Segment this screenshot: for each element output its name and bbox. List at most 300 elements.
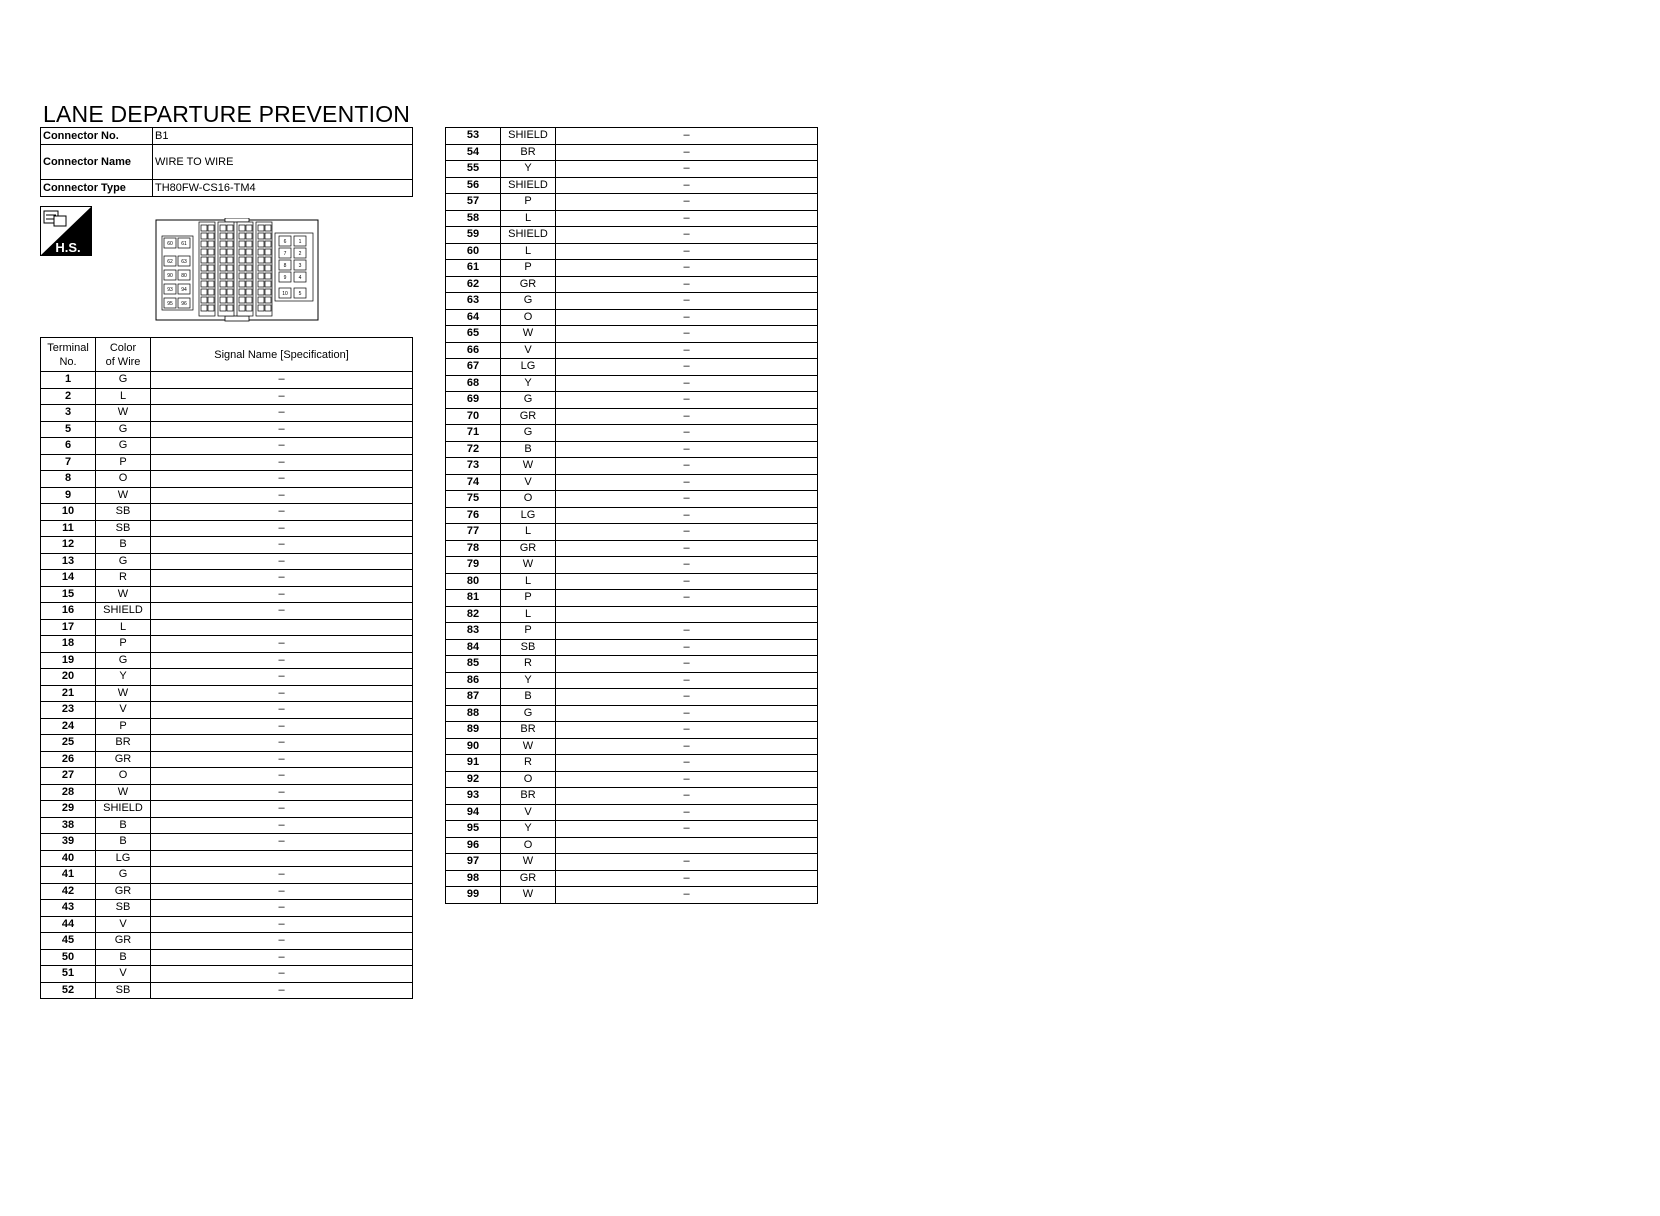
table-row <box>41 586 413 603</box>
pin-cell <box>208 281 214 287</box>
signal-name-cell: – <box>151 801 413 818</box>
pin-label: 6 <box>283 239 287 245</box>
signal-name-cell: – <box>556 524 818 541</box>
signal-name-cell: – <box>151 553 413 570</box>
pin-cell <box>201 305 207 311</box>
terminal-no-cell: 74 <box>446 474 501 491</box>
pin-cell <box>246 249 252 255</box>
wire-color-cell: Y <box>501 375 556 392</box>
wire-color-cell: O <box>501 837 556 854</box>
pin-cell <box>246 289 252 295</box>
wire-color-cell: LG <box>96 850 151 867</box>
wire-color-cell: BR <box>501 144 556 161</box>
signal-name-cell: – <box>556 276 818 293</box>
pin-cell <box>258 225 264 231</box>
signal-name-cell: – <box>556 441 818 458</box>
pin-cell <box>246 305 252 311</box>
table-row <box>41 603 413 620</box>
pin-cell <box>227 225 233 231</box>
terminal-no-cell: 84 <box>446 639 501 656</box>
pin-cell <box>220 233 226 239</box>
terminal-no-cell: 69 <box>446 392 501 409</box>
terminal-no-cell: 29 <box>41 801 96 818</box>
header-terminal <box>41 338 96 372</box>
terminal-no-cell: 58 <box>446 210 501 227</box>
table-row <box>446 276 818 293</box>
connector-no-label: Connector No. <box>41 128 153 145</box>
signal-name-cell: – <box>556 689 818 706</box>
signal-name-cell: – <box>151 454 413 471</box>
signal-name-cell: – <box>556 540 818 557</box>
terminal-no-cell: 94 <box>446 804 501 821</box>
table-row <box>446 755 818 772</box>
terminal-no-cell: 39 <box>41 834 96 851</box>
wire-color-cell: GR <box>96 751 151 768</box>
pin-cell <box>201 281 207 287</box>
terminal-no-cell: 86 <box>446 672 501 689</box>
wire-color-cell: V <box>501 804 556 821</box>
wire-color-cell: W <box>501 458 556 475</box>
pin-label: 60 <box>167 241 173 247</box>
pin-cell <box>265 225 271 231</box>
pin-cell <box>265 265 271 271</box>
table-row <box>41 982 413 999</box>
pin-cell <box>265 257 271 263</box>
pin-cell <box>208 305 214 311</box>
wire-color-cell: O <box>501 309 556 326</box>
table-row <box>41 520 413 537</box>
wire-color-cell: BR <box>501 788 556 805</box>
wire-color-cell: G <box>96 372 151 389</box>
table-row <box>41 685 413 702</box>
terminal-no-cell: 99 <box>446 887 501 904</box>
wire-color-cell: O <box>501 491 556 508</box>
table-row <box>446 854 818 871</box>
pin-cell <box>239 233 245 239</box>
wire-color-cell: V <box>501 474 556 491</box>
terminal-no-cell: 53 <box>446 128 501 145</box>
terminal-no-cell: 17 <box>41 619 96 636</box>
wire-color-cell: L <box>96 619 151 636</box>
table-row <box>41 900 413 917</box>
page-title: LANE DEPARTURE PREVENTION <box>43 101 411 127</box>
terminal-no-cell: 67 <box>446 359 501 376</box>
pin-cell <box>239 249 245 255</box>
signal-name-cell: – <box>556 408 818 425</box>
pin-label: 10 <box>282 291 288 297</box>
terminal-no-cell: 51 <box>41 966 96 983</box>
wire-color-cell: L <box>501 243 556 260</box>
table-row <box>446 161 818 178</box>
terminal-no-cell: 14 <box>41 570 96 587</box>
table-row <box>446 623 818 640</box>
wire-color-cell: SHIELD <box>96 801 151 818</box>
pin-cell <box>227 233 233 239</box>
terminal-no-cell: 76 <box>446 507 501 524</box>
signal-name-cell: – <box>151 768 413 785</box>
wire-color-cell: O <box>96 471 151 488</box>
pin-label: 96 <box>181 301 187 307</box>
pin-cell <box>265 249 271 255</box>
pin-cell <box>201 273 207 279</box>
signal-name-cell: – <box>556 227 818 244</box>
terminal-no-cell: 15 <box>41 586 96 603</box>
terminal-no-cell: 54 <box>446 144 501 161</box>
terminal-no-cell: 78 <box>446 540 501 557</box>
wire-color-cell: W <box>501 557 556 574</box>
pin-cell <box>265 273 271 279</box>
pin-cell <box>227 289 233 295</box>
pin-label: 61 <box>181 241 187 247</box>
table-row <box>446 441 818 458</box>
pin-cell <box>220 281 226 287</box>
terminal-no-cell: 19 <box>41 652 96 669</box>
terminal-no-cell: 20 <box>41 669 96 686</box>
terminal-no-cell: 38 <box>41 817 96 834</box>
table-row <box>446 705 818 722</box>
signal-name-cell: – <box>556 656 818 673</box>
table-row <box>446 309 818 326</box>
wire-color-cell: B <box>96 949 151 966</box>
wire-color-cell: W <box>96 405 151 422</box>
table-row <box>446 326 818 343</box>
table-row <box>41 933 413 950</box>
terminal-no-cell: 93 <box>446 788 501 805</box>
table-row <box>41 669 413 686</box>
signal-name-cell: – <box>151 438 413 455</box>
pin-label: 9 <box>283 275 287 281</box>
pin-cell <box>208 265 214 271</box>
signal-name-cell: – <box>151 834 413 851</box>
table-row <box>41 966 413 983</box>
terminal-no-cell: 18 <box>41 636 96 653</box>
wire-color-cell: L <box>501 210 556 227</box>
table-row <box>446 144 818 161</box>
hs-icon-text: H.S. <box>55 240 81 255</box>
wire-color-cell: LG <box>501 359 556 376</box>
wire-color-cell: R <box>96 570 151 587</box>
header-signal: Signal Name [Specification] <box>151 338 413 372</box>
terminal-no-cell: 24 <box>41 718 96 735</box>
table-row <box>446 606 818 623</box>
wire-color-cell: W <box>96 685 151 702</box>
signal-name-cell <box>151 850 413 867</box>
terminal-no-cell: 56 <box>446 177 501 194</box>
pin-cell <box>208 257 214 263</box>
wire-color-cell: W <box>501 326 556 343</box>
table-row <box>41 784 413 801</box>
pin-label: 95 <box>167 301 173 307</box>
wire-color-cell: P <box>501 260 556 277</box>
table-row <box>41 850 413 867</box>
pin-cell <box>246 265 252 271</box>
wire-color-cell: SHIELD <box>96 603 151 620</box>
pin-label: 5 <box>298 291 302 297</box>
pin-cell <box>258 265 264 271</box>
signal-name-cell: – <box>151 652 413 669</box>
terminal-no-cell: 5 <box>41 421 96 438</box>
pin-label: 93 <box>167 287 173 293</box>
wire-color-cell: BR <box>96 735 151 752</box>
terminal-no-cell: 96 <box>446 837 501 854</box>
terminal-no-cell: 1 <box>41 372 96 389</box>
header-color-line2: of Wire <box>105 355 141 368</box>
pin-cell <box>239 265 245 271</box>
terminal-no-cell: 79 <box>446 557 501 574</box>
signal-name-cell: – <box>556 210 818 227</box>
table-row <box>446 639 818 656</box>
terminal-no-cell: 25 <box>41 735 96 752</box>
pin-cell <box>239 289 245 295</box>
table-row <box>41 702 413 719</box>
table-row <box>446 260 818 277</box>
pin-label: 2 <box>298 251 302 257</box>
pin-cell <box>265 305 271 311</box>
table-row <box>41 883 413 900</box>
wire-color-cell: R <box>501 755 556 772</box>
pin-cell <box>258 305 264 311</box>
terminal-no-cell: 59 <box>446 227 501 244</box>
table-row <box>446 375 818 392</box>
terminal-no-cell: 72 <box>446 441 501 458</box>
terminal-no-cell: 89 <box>446 722 501 739</box>
table-row <box>41 916 413 933</box>
table-row <box>41 405 413 422</box>
table-row <box>446 524 818 541</box>
signal-name-cell: – <box>556 243 818 260</box>
table-row <box>446 837 818 854</box>
terminal-no-cell: 26 <box>41 751 96 768</box>
signal-name-cell: – <box>151 471 413 488</box>
signal-name-cell: – <box>151 916 413 933</box>
pin-label: 62 <box>167 259 173 265</box>
terminal-no-cell: 40 <box>41 850 96 867</box>
signal-name-cell: – <box>556 309 818 326</box>
signal-name-cell: – <box>151 372 413 389</box>
table-row <box>41 570 413 587</box>
pin-cell <box>208 233 214 239</box>
connector-type-label: Connector Type <box>41 180 153 197</box>
pin-cell <box>258 281 264 287</box>
wire-color-cell: GR <box>96 883 151 900</box>
wire-color-cell: G <box>96 652 151 669</box>
signal-name-cell: – <box>151 487 413 504</box>
terminal-no-cell: 55 <box>446 161 501 178</box>
pin-cell <box>246 233 252 239</box>
wire-color-cell: Y <box>96 669 151 686</box>
terminal-no-cell: 43 <box>41 900 96 917</box>
wire-color-cell: GR <box>501 408 556 425</box>
signal-name-cell: – <box>556 771 818 788</box>
table-row <box>446 359 818 376</box>
wire-color-cell: P <box>501 590 556 607</box>
table-row <box>41 834 413 851</box>
signal-name-cell: – <box>151 867 413 884</box>
terminal-no-cell: 50 <box>41 949 96 966</box>
table-row <box>446 689 818 706</box>
table-row <box>446 672 818 689</box>
pin-label: 63 <box>181 259 187 265</box>
pin-cell <box>258 241 264 247</box>
table-row <box>446 227 818 244</box>
signal-name-cell: – <box>556 755 818 772</box>
pin-label: 4 <box>298 275 302 281</box>
table-row <box>446 590 818 607</box>
table-row <box>446 804 818 821</box>
terminal-no-cell: 63 <box>446 293 501 310</box>
terminal-no-cell: 83 <box>446 623 501 640</box>
wire-color-cell: V <box>96 966 151 983</box>
signal-name-cell <box>556 606 818 623</box>
signal-name-cell: – <box>556 804 818 821</box>
terminal-no-cell: 64 <box>446 309 501 326</box>
signal-name-cell: – <box>151 570 413 587</box>
table-row <box>446 557 818 574</box>
signal-name-cell: – <box>151 949 413 966</box>
wire-color-cell: V <box>96 916 151 933</box>
wire-color-cell: SHIELD <box>501 177 556 194</box>
terminal-no-cell: 92 <box>446 771 501 788</box>
terminal-no-cell: 66 <box>446 342 501 359</box>
connector-face-diagram <box>155 218 320 322</box>
signal-name-cell: – <box>556 342 818 359</box>
table-row <box>41 817 413 834</box>
table-row <box>41 735 413 752</box>
wire-color-cell: O <box>501 771 556 788</box>
wire-color-cell: R <box>501 656 556 673</box>
pin-cell <box>201 241 207 247</box>
pin-cell <box>258 257 264 263</box>
pin-cell <box>265 241 271 247</box>
header-color-line1: Color <box>109 341 137 354</box>
connector-right-block <box>275 233 313 301</box>
pin-cell <box>201 289 207 295</box>
wire-color-cell: SB <box>96 520 151 537</box>
table-row <box>41 619 413 636</box>
pin-label: 8 <box>283 263 287 269</box>
connector-name-label: Connector Name <box>41 145 153 180</box>
pin-cell <box>220 257 226 263</box>
terminal-no-cell: 13 <box>41 553 96 570</box>
pin-cell <box>227 265 233 271</box>
connector-name-value: WIRE TO WIRE <box>153 145 413 180</box>
pin-cell <box>246 241 252 247</box>
connector-no-value: B1 <box>153 128 413 145</box>
table-row <box>446 722 818 739</box>
terminal-no-cell: 28 <box>41 784 96 801</box>
table-row <box>446 870 818 887</box>
terminal-no-cell: 70 <box>446 408 501 425</box>
terminal-no-cell: 23 <box>41 702 96 719</box>
signal-name-cell: – <box>556 870 818 887</box>
wire-color-cell: W <box>501 854 556 871</box>
signal-name-cell: – <box>151 421 413 438</box>
terminal-no-cell: 75 <box>446 491 501 508</box>
signal-name-cell: – <box>556 887 818 904</box>
wire-color-cell: P <box>96 718 151 735</box>
table-row <box>446 821 818 838</box>
wire-color-cell: W <box>501 887 556 904</box>
wire-color-cell: L <box>501 606 556 623</box>
wire-color-cell: B <box>501 441 556 458</box>
table-row <box>41 537 413 554</box>
pin-cell <box>239 305 245 311</box>
signal-name-cell: – <box>556 375 818 392</box>
pin-label: 1 <box>298 239 302 245</box>
signal-name-cell: – <box>151 504 413 521</box>
signal-name-cell: – <box>556 639 818 656</box>
signal-name-cell: – <box>556 359 818 376</box>
wire-color-cell: P <box>501 623 556 640</box>
pin-cell <box>220 225 226 231</box>
table-row <box>446 425 818 442</box>
pin-cell <box>258 273 264 279</box>
table-row <box>446 194 818 211</box>
wire-color-cell: L <box>501 573 556 590</box>
signal-name-cell: – <box>556 425 818 442</box>
table-row <box>446 656 818 673</box>
wire-color-cell: W <box>96 784 151 801</box>
table-row <box>446 458 818 475</box>
table-row <box>446 392 818 409</box>
table-row <box>446 474 818 491</box>
pin-cell <box>258 297 264 303</box>
wire-color-cell: Y <box>501 161 556 178</box>
table-row <box>446 887 818 904</box>
pin-cell <box>258 289 264 295</box>
pin-cell <box>265 289 271 295</box>
table-row <box>41 751 413 768</box>
pin-cell <box>246 281 252 287</box>
signal-name-cell: – <box>556 788 818 805</box>
pin-cell <box>246 273 252 279</box>
signal-name-cell <box>151 619 413 636</box>
terminal-no-cell: 9 <box>41 487 96 504</box>
pin-cell <box>227 297 233 303</box>
signal-name-cell: – <box>556 821 818 838</box>
table-row <box>41 718 413 735</box>
table-row <box>41 372 413 389</box>
wire-color-cell: V <box>96 702 151 719</box>
pin-cell <box>227 305 233 311</box>
terminal-no-cell: 16 <box>41 603 96 620</box>
terminal-no-cell: 80 <box>446 573 501 590</box>
signal-name-cell: – <box>151 718 413 735</box>
signal-name-cell: – <box>151 900 413 917</box>
pin-cell <box>258 249 264 255</box>
pin-cell <box>220 289 226 295</box>
connector-left-block <box>162 236 193 310</box>
signal-name-cell: – <box>151 388 413 405</box>
terminal-no-cell: 10 <box>41 504 96 521</box>
wire-color-cell: O <box>96 768 151 785</box>
terminal-no-cell: 68 <box>446 375 501 392</box>
signal-name-cell: – <box>556 491 818 508</box>
signal-name-cell: – <box>151 636 413 653</box>
terminal-no-cell: 65 <box>446 326 501 343</box>
wire-color-cell: B <box>96 537 151 554</box>
signal-name-cell: – <box>151 883 413 900</box>
terminal-no-cell: 2 <box>41 388 96 405</box>
signal-name-cell: – <box>556 854 818 871</box>
table-row <box>446 771 818 788</box>
table-row <box>446 507 818 524</box>
pin-cell <box>201 249 207 255</box>
wire-color-cell: SB <box>96 900 151 917</box>
table-row <box>446 128 818 145</box>
wire-color-cell: Y <box>501 672 556 689</box>
pin-cell <box>220 305 226 311</box>
